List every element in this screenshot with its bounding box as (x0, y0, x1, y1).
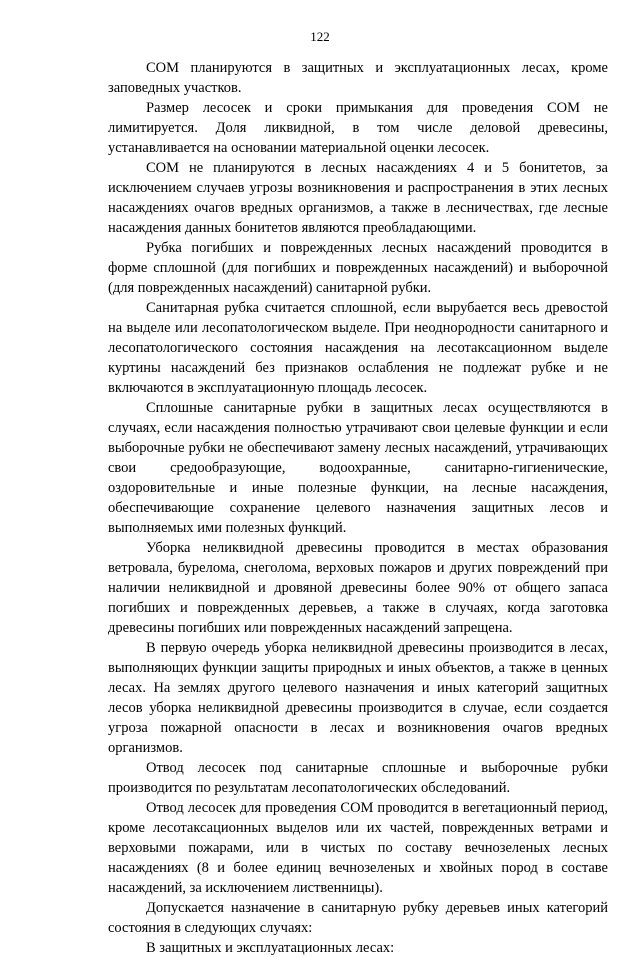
paragraph: Отвод лесосек для проведения СОМ проводится в вегетационный период, кроме лесотаксационных выделов или их частей, поврежденных ветрами и верховыми пожарами, или в чистых по составу вечнозеленых лесных насаждениях (8 и более единиц вечнозеленых и хвойных пород в составе насаждений, за исключением лиственницы). (108, 800, 608, 896)
page-number: 122 (310, 29, 330, 44)
paragraph: Сплошные санитарные рубки в защитных лесах осуществляются в случаях, если насаждения полностью утрачивают свои целевые функции и если выборочные рубки не обеспечивают замену лесных насаждений, утрачивающих свои средообразующие, водоохранные, санитарно-гигиенические, оздоровительные и иные полезные функции, на лесные насаждения, обеспечивающие сохранение целевого назначения защитных лесов и выполняемых ими полезных функций. (108, 400, 608, 536)
paragraph: СОМ не планируются в лесных насаждениях 4 и 5 бонитетов, за исключением случаев угрозы возникновения и распространения в этих лесных насаждениях очагов вредных организмов, а также в лесничествах, где лесные насаждения данных бонитетов являются преобладающими. (108, 160, 608, 236)
paragraph: Отвод лесосек под санитарные сплошные и выборочные рубки производится по результатам лесопатологических обследований. (108, 760, 608, 796)
paragraph: В первую очередь уборка неликвидной древесины производится в лесах, выполняющих функции защиты природных и иных объектов, а также в ценных лесах. На землях другого целевого назначения и иных категорий защитных лесов уборка неликвидной древесины производится в случае, если создается угроза пожарной опасности в лесах и возникновения очагов вредных организмов. (108, 640, 608, 756)
paragraph: Размер лесосек и сроки примыкания для проведения СОМ не лимитируется. Доля ликвидной, в том числе деловой древесины, устанавливается на основании материальной оценки лесосек. (108, 100, 608, 156)
paragraph: Санитарная рубка считается сплошной, если вырубается весь древостой на выделе или лесопатологическом выделе. При неоднородности санитарного и лесопатологического состояния насаждения на лесотаксационном выделе куртины насаждений без признаков ослабления не подлежат рубке и не включаются в эксплуатационную площадь лесосек. (108, 300, 608, 396)
paragraph: Рубка погибших и поврежденных лесных насаждений проводится в форме сплошной (для погибших и поврежденных насаждений) и выборочной (для поврежденных насаждений) санитарной рубки. (108, 240, 608, 296)
paragraph: Допускается назначение в санитарную рубку деревьев иных категорий состояния в следующих случаях: (108, 900, 608, 936)
paragraph: СОМ планируются в защитных и эксплуатационных лесах, кроме заповедных участков. (108, 60, 608, 96)
paragraph: Уборка неликвидной древесины проводится в местах образования ветровала, бурелома, снеголома, верховых пожаров и других повреждений при наличии неликвидной и дровяной древесины более 90% от общего запаса погибших и поврежденных деревьев, а также в случаях, когда заготовка древесины погибших или поврежденных насаждений запрещена. (108, 540, 608, 636)
paragraph: В защитных и эксплуатационных лесах: (146, 940, 395, 956)
document-body (108, 58, 608, 958)
